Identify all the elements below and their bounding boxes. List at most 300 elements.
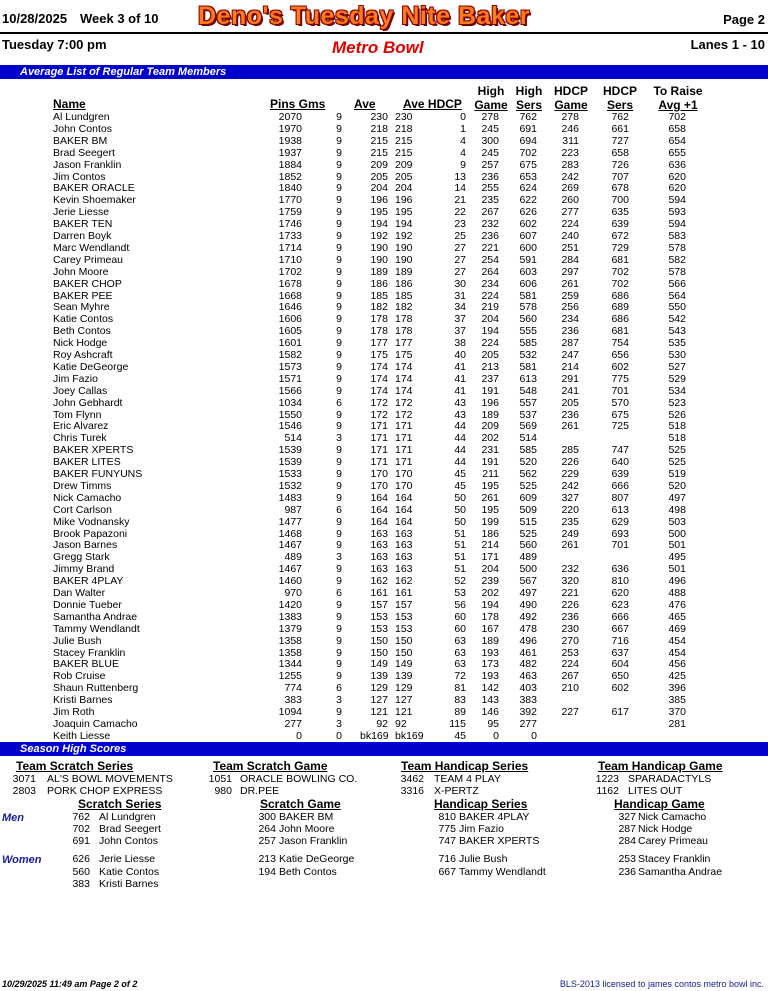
cell-hdcp: 50 (454, 491, 466, 504)
cell-name: BAKER ORACLE (53, 182, 135, 195)
cell-raise: 583 (668, 230, 686, 242)
average-row (0, 397, 768, 409)
cell-aveb: 194 (395, 218, 413, 231)
cell-pins: 1477 (278, 515, 302, 528)
cell-name: Beth Contos (53, 325, 111, 338)
cell-hdg: 261 (561, 420, 579, 433)
cell-hs: 653 (519, 170, 537, 183)
average-row (0, 420, 768, 432)
cell-hds: 629 (611, 515, 629, 528)
average-row (0, 563, 768, 575)
women-label: Women (2, 854, 42, 866)
cell-hdcp: 51 (454, 551, 466, 564)
cell-aveb: 192 (395, 230, 413, 242)
cell-raise: 456 (668, 658, 686, 671)
cell-gms: 3 (336, 432, 342, 445)
cell-hds: 681 (611, 325, 629, 338)
col-hdcp-sers (602, 84, 638, 112)
cell-hdcp: 37 (454, 325, 466, 338)
cell-gms: 3 (336, 717, 342, 730)
men-high-name: Nick Hodge (638, 823, 693, 835)
cell-hg: 234 (481, 277, 499, 290)
cell-raise: 526 (668, 408, 686, 421)
cell-hdg: 224 (561, 218, 579, 231)
cell-hds: 602 (611, 360, 629, 373)
team-high-heading: Team Handicap Series (401, 759, 529, 773)
cell-name: BAKER LITES (53, 456, 121, 469)
cell-hs: 482 (519, 658, 537, 671)
cell-hg: 95 (487, 717, 499, 730)
cell-ave: 149 (370, 658, 388, 671)
cell-ave: 171 (370, 444, 388, 457)
cell-gms: 9 (336, 479, 342, 492)
cell-hs: 622 (519, 194, 537, 207)
cell-aveb: 163 (395, 563, 413, 576)
men-high-score: 810 (438, 811, 456, 823)
cell-gms: 9 (336, 634, 342, 647)
cell-hg: 245 (481, 122, 499, 135)
cell-hg: 267 (481, 206, 499, 219)
cell-hs: 555 (519, 325, 537, 338)
cell-hs: 492 (519, 610, 537, 623)
cell-hg: 173 (481, 658, 499, 671)
cell-hdcp: 40 (454, 349, 466, 361)
col-ave-hdcp: Ave HDCP (403, 97, 462, 111)
cell-ave: 192 (370, 230, 388, 242)
cell-pins: 1358 (278, 646, 302, 659)
average-row (0, 504, 768, 516)
cell-ave: 209 (370, 158, 388, 171)
col-to-raise (650, 84, 706, 112)
cell-ave: 164 (370, 503, 388, 516)
cell-hs: 675 (519, 158, 537, 171)
cell-hds: 686 (611, 289, 629, 302)
cell-hdcp: 45 (454, 479, 466, 492)
cell-gms: 9 (336, 194, 342, 207)
cell-name: BAKER FUNYUNS (53, 468, 143, 480)
cell-ave: 175 (370, 349, 388, 361)
cell-aveb: 215 (395, 134, 413, 147)
cell-pins: 0 (296, 729, 302, 742)
col-hdcp-sers-line2: Sers (606, 98, 634, 112)
cell-gms: 9 (336, 622, 342, 635)
women-high-name: Stacey Franklin (638, 853, 711, 865)
cell-hs: 600 (519, 241, 537, 254)
cell-hs: 509 (519, 503, 537, 516)
cell-raise: 543 (668, 325, 686, 338)
average-row (0, 159, 768, 171)
cell-ave: 178 (370, 313, 388, 326)
cell-ave: 190 (370, 241, 388, 254)
men-high-name: BAKER 4PLAY (459, 811, 530, 823)
team-high-score: 1051 (208, 773, 232, 785)
cell-pins: 1702 (278, 265, 302, 278)
team-high-score: 3462 (400, 773, 424, 785)
cell-pins: 1483 (278, 491, 302, 504)
cell-hds: 702 (611, 277, 629, 290)
average-row (0, 111, 768, 123)
cell-hdcp: 21 (454, 194, 466, 207)
cell-raise: 620 (668, 170, 686, 183)
cell-hdg: 278 (561, 111, 579, 123)
cell-ave: 178 (370, 325, 388, 338)
cell-name: Shaun Ruttenberg (53, 682, 139, 695)
cell-hdg: 256 (561, 301, 579, 314)
cell-hs: 403 (519, 682, 537, 695)
cell-hg: 189 (481, 634, 499, 647)
men-high-score: 747 (438, 835, 456, 847)
women-high-score: 383 (72, 878, 90, 890)
cell-hs: 585 (519, 337, 537, 350)
col-high-sers-line1: High (515, 84, 543, 98)
cell-hdg: 261 (561, 539, 579, 552)
col-hdcp-game (552, 84, 590, 112)
cell-gms: 3 (336, 694, 342, 707)
cell-hds: 617 (611, 706, 629, 718)
cell-ave: 162 (370, 575, 388, 588)
cell-hdcp: 83 (454, 694, 466, 707)
cell-hds: 762 (611, 111, 629, 123)
cell-pins: 987 (284, 503, 302, 516)
men-high-score: 264 (258, 823, 276, 835)
cell-hdcp: 81 (454, 682, 466, 695)
cell-hs: 525 (519, 527, 537, 540)
cell-gms: 3 (336, 551, 342, 564)
cell-aveb: 215 (395, 146, 413, 159)
cell-ave: 218 (370, 122, 388, 135)
cell-ave: 174 (370, 384, 388, 397)
cell-aveb: 177 (395, 337, 413, 350)
cell-hs: 603 (519, 265, 537, 278)
cell-aveb: 189 (395, 265, 413, 278)
cell-gms: 9 (336, 313, 342, 326)
average-row (0, 301, 768, 313)
cell-hs: 613 (519, 372, 537, 385)
cell-hg: 264 (481, 265, 499, 278)
women-high-score: 626 (72, 853, 90, 865)
average-row (0, 670, 768, 682)
cell-hdcp: 52 (454, 575, 466, 588)
average-row (0, 611, 768, 623)
average-row (0, 337, 768, 349)
cell-name: Mike Vodnansky (53, 515, 130, 528)
team-high-name: AL'S BOWL MOVEMENTS (47, 773, 173, 785)
cell-name: Dan Walter (53, 587, 106, 599)
cell-pins: 1606 (278, 313, 302, 326)
cell-gms: 6 (336, 682, 342, 695)
day-time: Tuesday 7:00 pm (2, 37, 107, 52)
cell-hs: 277 (519, 717, 537, 730)
cell-hs: 581 (519, 360, 537, 373)
cell-raise: 425 (668, 670, 686, 683)
individual-high-heading: Scratch Game (260, 797, 341, 811)
cell-raise: 370 (668, 706, 686, 718)
cell-raise: 525 (668, 444, 686, 457)
cell-ave: 205 (370, 170, 388, 183)
cell-ave: 172 (370, 408, 388, 421)
average-row (0, 539, 768, 551)
cell-gms: 9 (336, 146, 342, 159)
cell-hs: 496 (519, 634, 537, 647)
cell-hds: 639 (611, 468, 629, 480)
week-label: Week 3 of 10 (80, 11, 159, 26)
women-high-score: 213 (258, 853, 276, 865)
cell-hds: 623 (611, 598, 629, 611)
cell-raise: 385 (668, 694, 686, 707)
cell-hdg: 283 (561, 158, 579, 171)
cell-ave: 182 (370, 301, 388, 314)
cell-raise: 465 (668, 610, 686, 623)
average-row (0, 682, 768, 694)
team-high-score: 980 (214, 785, 232, 797)
men-label: Men (2, 812, 24, 824)
cell-hdcp: 14 (454, 182, 466, 195)
venue-name: Metro Bowl (332, 38, 424, 57)
cell-aveb: 163 (395, 551, 413, 564)
cell-hds: 678 (611, 182, 629, 195)
cell-hdcp: 53 (454, 587, 466, 599)
women-high-name: Julie Bush (459, 853, 508, 865)
cell-ave: 139 (370, 670, 388, 683)
average-list-title: Average List of Regular Team Members (20, 66, 227, 78)
cell-gms: 9 (336, 337, 342, 350)
cell-pins: 383 (284, 694, 302, 707)
cell-gms: 6 (336, 503, 342, 516)
cell-name: Eric Alvarez (53, 420, 109, 433)
cell-raise: 501 (668, 539, 686, 552)
cell-gms: 9 (336, 468, 342, 480)
cell-hdg: 277 (561, 206, 579, 219)
average-row (0, 730, 768, 742)
cell-aveb: 205 (395, 170, 413, 183)
cell-hs: 520 (519, 456, 537, 469)
cell-hdcp: 63 (454, 634, 466, 647)
cell-aveb: 171 (395, 432, 413, 445)
men-high-score: 300 (258, 811, 276, 823)
cell-hg: 232 (481, 218, 499, 231)
cell-gms: 9 (336, 301, 342, 314)
cell-pins: 1668 (278, 289, 302, 302)
cell-name: Jason Barnes (53, 539, 118, 552)
team-high-score: 3316 (400, 785, 424, 797)
average-row (0, 432, 768, 444)
cell-hds: 666 (611, 610, 629, 623)
cell-hg: 213 (481, 360, 499, 373)
cell-name: Jason Franklin (53, 158, 122, 171)
cell-hdcp: 44 (454, 420, 466, 433)
average-row (0, 409, 768, 421)
cell-name: BAKER PEE (53, 289, 113, 302)
cell-name: Sean Myhre (53, 301, 110, 314)
cell-ave: 171 (370, 420, 388, 433)
cell-raise: 503 (668, 515, 686, 528)
cell-hds: 701 (611, 384, 629, 397)
league-title: Deno's Tuesday Nite Baker (198, 2, 530, 30)
team-high-name: ORACLE BOWLING CO. (240, 773, 358, 785)
cell-hg: 245 (481, 146, 499, 159)
cell-hdcp: 44 (454, 444, 466, 457)
average-row (0, 218, 768, 230)
cell-hdcp: 51 (454, 563, 466, 576)
cell-hdg: 287 (561, 337, 579, 350)
cell-hs: 569 (519, 420, 537, 433)
cell-aveb: 209 (395, 158, 413, 171)
cell-name: Jim Contos (53, 170, 106, 183)
cell-hds: 725 (611, 420, 629, 433)
season-high-title: Season High Scores (20, 743, 127, 755)
average-row (0, 206, 768, 218)
cell-gms: 9 (336, 158, 342, 171)
cell-ave: 163 (370, 563, 388, 576)
cell-hdcp: 30 (454, 277, 466, 290)
cell-gms: 9 (336, 646, 342, 659)
cell-gms: 9 (336, 218, 342, 231)
cell-gms: 9 (336, 670, 342, 683)
cell-pins: 1094 (278, 706, 302, 718)
cell-gms: 9 (336, 230, 342, 242)
average-row (0, 480, 768, 492)
cell-pins: 1379 (278, 622, 302, 635)
cell-hdcp: 37 (454, 313, 466, 326)
cell-hs: 497 (519, 587, 537, 599)
cell-raise: 523 (668, 396, 686, 409)
cell-hds: 727 (611, 134, 629, 147)
average-row (0, 551, 768, 563)
cell-hs: 383 (519, 694, 537, 707)
cell-gms: 9 (336, 444, 342, 457)
cell-hdcp: 56 (454, 598, 466, 611)
cell-ave: 172 (370, 396, 388, 409)
license-text: BLS-2013 licensed to james contos metro bowl inc. (559, 979, 764, 989)
cell-hs: 461 (519, 646, 537, 659)
cell-hg: 236 (481, 230, 499, 242)
cell-pins: 1467 (278, 563, 302, 576)
cell-aveb: 162 (395, 575, 413, 588)
cell-hdcp: 43 (454, 396, 466, 409)
cell-hs: 463 (519, 670, 537, 683)
cell-pins: 1646 (278, 301, 302, 314)
average-row (0, 635, 768, 647)
women-high-name: Jerie Liesse (99, 853, 156, 865)
cell-name: BAKER TEN (53, 218, 113, 231)
cell-aveb: 163 (395, 539, 413, 552)
women-high-name: Tammy Wendlandt (459, 865, 546, 878)
average-row (0, 325, 768, 337)
cell-hdg: 240 (561, 230, 579, 242)
cell-hs: 585 (519, 444, 537, 457)
cell-raise: 530 (668, 349, 686, 361)
cell-hdg: 270 (561, 634, 579, 647)
cell-raise: 498 (668, 503, 686, 516)
women-high-name: Katie DeGeorge (279, 853, 355, 865)
cell-hds: 716 (611, 634, 629, 647)
men-high-name: Brad Seegert (99, 823, 161, 835)
cell-hs: 562 (519, 468, 537, 480)
average-row (0, 194, 768, 206)
average-row (0, 575, 768, 587)
cell-raise: 518 (668, 420, 686, 433)
cell-hdcp: 89 (454, 706, 466, 718)
team-high-name: PORK CHOP EXPRESS (47, 785, 163, 797)
cell-hdg: 291 (561, 372, 579, 385)
cell-name: Katie DeGeorge (53, 360, 129, 373)
cell-hdg: 269 (561, 182, 579, 195)
cell-pins: 1714 (278, 241, 302, 254)
cell-gms: 6 (336, 396, 342, 409)
average-row (0, 694, 768, 706)
cell-aveb: 164 (395, 515, 413, 528)
cell-hdcp: 31 (454, 289, 466, 302)
cell-gms: 9 (336, 182, 342, 195)
team-high-name: SPARADACTYLS (628, 773, 712, 785)
cell-hdg: 220 (561, 503, 579, 516)
cell-hdcp: 51 (454, 539, 466, 552)
cell-hdg: 297 (561, 265, 579, 278)
cell-hds: 602 (611, 682, 629, 695)
cell-hg: 196 (481, 396, 499, 409)
cell-hds: 604 (611, 658, 629, 671)
cell-hdcp: 41 (454, 384, 466, 397)
average-row (0, 623, 768, 635)
cell-aveb: 170 (395, 479, 413, 492)
women-high-score: 236 (618, 865, 636, 878)
col-high-sers (514, 84, 544, 112)
average-row (0, 706, 768, 718)
team-high-score: 1223 (595, 773, 619, 785)
cell-raise: 564 (668, 289, 686, 302)
cell-hg: 239 (481, 575, 499, 588)
cell-hs: 702 (519, 146, 537, 159)
cell-hg: 194 (481, 598, 499, 611)
men-high-score: 762 (72, 811, 90, 823)
cell-aveb: 92 (395, 717, 407, 730)
cell-pins: 1539 (278, 456, 302, 469)
cell-hdg: 235 (561, 515, 579, 528)
average-row (0, 587, 768, 599)
cell-raise: 496 (668, 575, 686, 588)
col-to-raise-line2: Avg +1 (658, 98, 698, 112)
cell-pins: 1539 (278, 444, 302, 457)
cell-hs: 560 (519, 539, 537, 552)
cell-ave: 215 (370, 134, 388, 147)
cell-aveb: 230 (395, 111, 413, 123)
women-high-score: 194 (258, 865, 276, 878)
cell-ave: 186 (370, 277, 388, 290)
cell-aveb: 182 (395, 301, 413, 314)
cell-gms: 9 (336, 277, 342, 290)
cell-hs: 525 (519, 479, 537, 492)
cell-hdg: 205 (561, 396, 579, 409)
cell-hg: 219 (481, 301, 499, 314)
lanes-label: Lanes 1 - 10 (690, 37, 765, 52)
cell-hg: 235 (481, 194, 499, 207)
col-name: Name (53, 97, 86, 111)
cell-hs: 602 (519, 218, 537, 231)
cell-hs: 624 (519, 182, 537, 195)
cell-pins: 514 (284, 432, 302, 445)
cell-gms: 9 (336, 265, 342, 278)
cell-raise: 519 (668, 468, 686, 480)
women-high-score: 716 (438, 853, 456, 865)
cell-hdg: 253 (561, 646, 579, 659)
cell-ave: 164 (370, 515, 388, 528)
cell-hdcp: 51 (454, 527, 466, 540)
cell-raise: 594 (668, 194, 686, 207)
cell-aveb: 161 (395, 587, 413, 599)
cell-hdg: 247 (561, 349, 579, 361)
cell-aveb: 171 (395, 420, 413, 433)
cell-ave: 163 (370, 539, 388, 552)
